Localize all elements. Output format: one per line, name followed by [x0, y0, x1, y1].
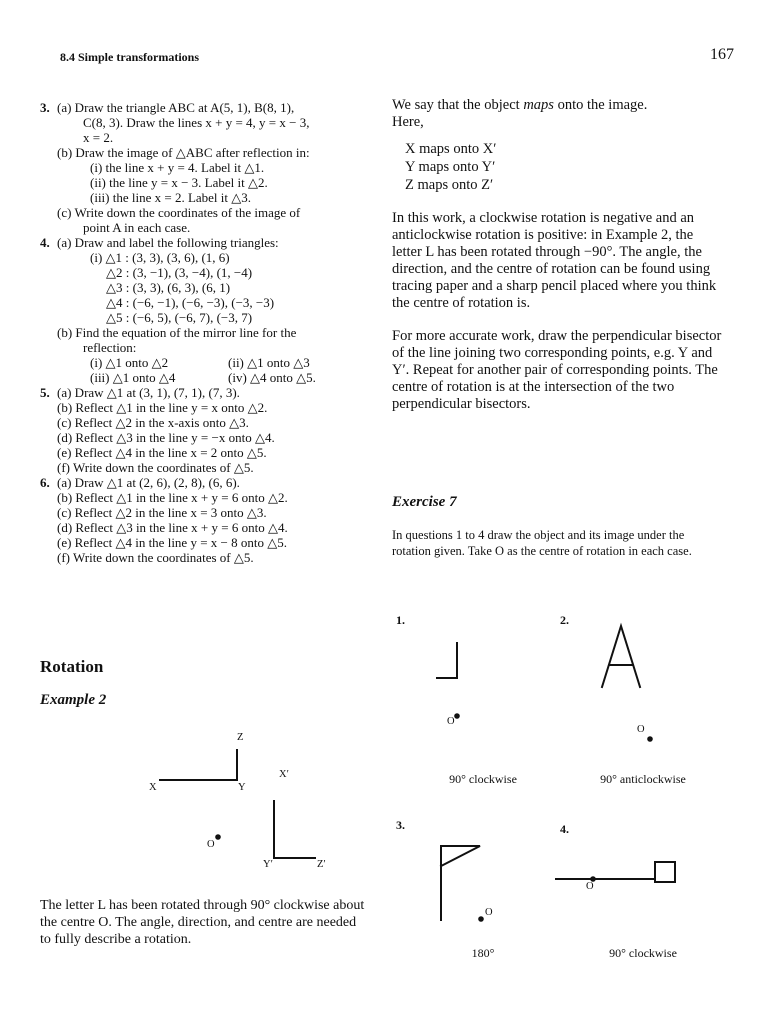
exercise-intro: In questions 1 to 4 draw the object and its image under the rotation given. Take O as the centre of rotation in each case. — [392, 528, 692, 558]
fig3-flag-shape — [441, 846, 480, 920]
pair-left: (i) △1 onto △2 — [90, 355, 169, 370]
label-x: X — [149, 782, 157, 793]
label-y-prime: Y′ — [263, 859, 273, 870]
letter-l-image — [274, 801, 315, 858]
question-line: (f) Write down the coordinates of △5. — [57, 550, 254, 565]
question-line: (iii) the line x = 2. Label it △3. — [90, 190, 252, 205]
centre-dot — [647, 736, 653, 742]
question-line: (b) Draw the image of △ABC after reflection in: — [57, 145, 310, 160]
figure-number: 2. — [560, 613, 569, 627]
exercise-title: Exercise 7 — [392, 494, 457, 510]
question-number: 6. — [40, 475, 50, 490]
fig2-a-shape — [602, 626, 640, 687]
pair-left: (iii) △1 onto △4 — [90, 370, 176, 385]
question-line: (ii) the line y = x − 3. Label it △2. — [90, 175, 268, 190]
figure-number: 4. — [560, 822, 569, 836]
intro-line: We say that the object maps onto the image. — [392, 97, 648, 113]
bisector-paragraph: For more accurate work, draw the perpendicular bisector of the line joining two corresponding points, e.g. Y and Y′. Repeat for another pair of corresponding points. The centre of rotation is at the intersection of the two perpendicular bisectors. — [392, 328, 722, 412]
question-line: (a) Draw the triangle ABC at A(5, 1), B(8, 1), — [57, 100, 295, 115]
question-line: (f) Write down the coordinates of △5. — [57, 460, 254, 475]
question-number: 4. — [40, 235, 50, 250]
question-line: △2 : (3, −1), (3, −4), (1, −4) — [106, 265, 253, 280]
label-y: Y — [238, 782, 246, 793]
question-line: (i) △1 : (3, 3), (3, 6), (1, 6) — [90, 250, 230, 265]
question-line: point A in each case. — [83, 220, 191, 235]
maps-item: X maps onto X′ — [405, 141, 497, 157]
centre-dot — [454, 713, 460, 719]
question-line: △3 : (3, 3), (6, 3), (6, 1) — [106, 280, 231, 295]
maps-item: Z maps onto Z′ — [405, 177, 494, 193]
pair-right: (iv) △4 onto △5. — [228, 370, 316, 385]
intro-line: Here, — [392, 114, 424, 130]
section-header: 8.4 Simple transformations — [60, 50, 199, 64]
question-number: 5. — [40, 385, 50, 400]
figure-number: 1. — [396, 613, 405, 627]
label-z: Z — [237, 732, 244, 743]
label-o: O — [447, 716, 455, 727]
rotation-description: The letter L has been rotated through 90° clockwise about the centre O. The angle, direction, and centre are needed to fully describe a rotation. — [40, 898, 365, 947]
question-line: △4 : (−6, −1), (−6, −3), (−3, −3) — [106, 295, 275, 310]
label-o: O — [207, 839, 215, 850]
example-title: Example 2 — [40, 692, 107, 708]
question-line: (i) the line x + y = 4. Label it △1. — [90, 160, 265, 175]
letter-l-object — [160, 750, 237, 780]
label-o: O — [485, 907, 493, 918]
question-line: C(8, 3). Draw the lines x + y = 4, y = x − 3, — [83, 115, 310, 130]
question-line: (a) Draw and label the following triangles: — [57, 235, 279, 250]
question-line: (b) Find the equation of the mirror line for the — [57, 325, 297, 340]
label-o: O — [637, 724, 645, 735]
centre-dot — [478, 916, 484, 922]
question-line: (e) Reflect △4 in the line y = x − 8 onto △5. — [57, 535, 287, 550]
question-line: (e) Reflect △4 in the line x = 2 onto △5. — [57, 445, 267, 460]
fig1-l-shape — [437, 643, 457, 678]
figure-caption: 180° — [471, 946, 495, 960]
question-line: reflection: — [83, 340, 137, 355]
question-line: x = 2. — [83, 130, 114, 145]
figure-caption: 90° clockwise — [449, 772, 517, 786]
question-line: (a) Draw △1 at (2, 6), (2, 8), (6, 6). — [57, 475, 240, 490]
question-line: (c) Reflect △2 in the x-axis onto △3. — [57, 415, 249, 430]
figure-number: 3. — [396, 818, 405, 832]
question-number: 3. — [40, 100, 50, 115]
question-line: (a) Draw △1 at (3, 1), (7, 1), (7, 3). — [57, 385, 240, 400]
centre-dot — [215, 834, 221, 840]
maps-item: Y maps onto Y′ — [405, 159, 496, 175]
question-line: (c) Write down the coordinates of the image of — [57, 205, 301, 220]
page-number: 167 — [710, 46, 734, 63]
label-x-prime: X′ — [279, 769, 289, 780]
question-line: (d) Reflect △3 in the line x + y = 6 onto △4. — [57, 520, 288, 535]
label-z-prime: Z′ — [317, 859, 326, 870]
question-line: (b) Reflect △1 in the line y = x onto △2. — [57, 400, 268, 415]
rotation-heading: Rotation — [40, 657, 104, 676]
question-line: (c) Reflect △2 in the line x = 3 onto △3. — [57, 505, 267, 520]
figure-caption: 90° anticlockwise — [600, 772, 686, 786]
rotation-sign-paragraph: In this work, a clockwise rotation is negative and an anticlockwise rotation is positive: in Example 2, the letter L has been rotated through −90°. The angle, the direction, and the centre of rotation can be found using tracing paper and a sharp pencil placed where you think the centre of rotation is. — [392, 210, 717, 311]
figure-caption: 90° clockwise — [609, 946, 677, 960]
label-o: O — [586, 881, 594, 892]
question-line: (d) Reflect △3 in the line y = −x onto △4. — [57, 430, 275, 445]
pair-right: (ii) △1 onto △3 — [228, 355, 310, 370]
question-line: (b) Reflect △1 in the line x + y = 6 onto △2. — [57, 490, 288, 505]
question-line: △5 : (−6, 5), (−6, 7), (−3, 7) — [106, 310, 253, 325]
fig4-square — [655, 862, 675, 882]
